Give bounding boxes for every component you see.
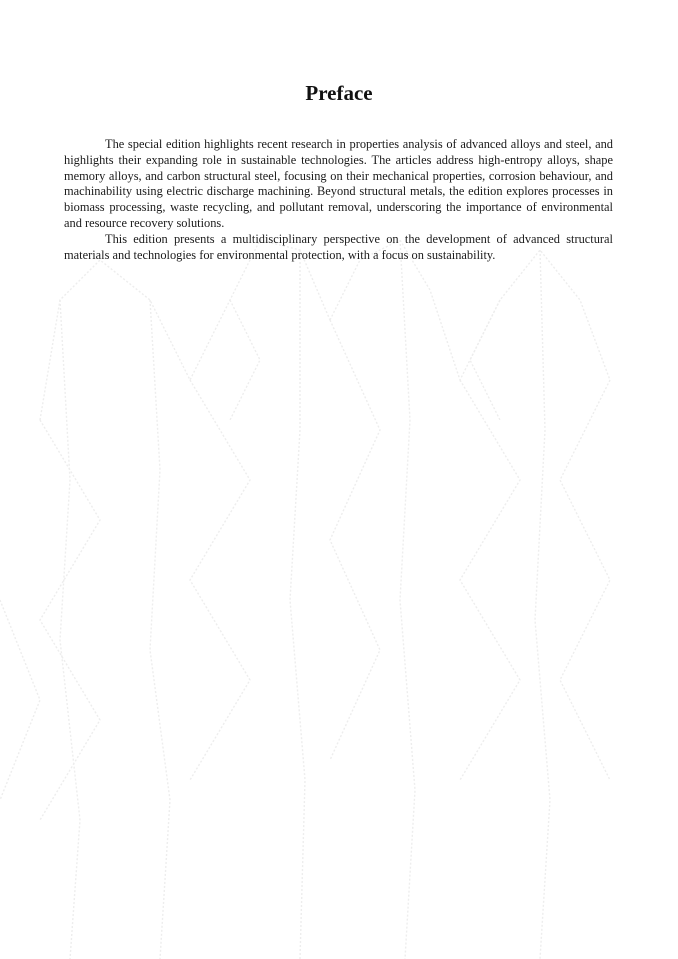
preface-body <box>64 137 613 263</box>
paragraph: The special edition highlights recent research in properties analysis of advanced alloys and steel, and highlights their expanding role in sustainable technologies. The articles address high-entropy alloys, shape memory alloys, and carbon structural steel, focusing on their mechanical properties, corrosion behaviour, and machinability using electric discharge machining. Beyond structural metals, the edition explores processes in biomass processing, waste recycling, and pollutant removal, underscoring the importance of environmental and resource recovery solutions. <box>64 137 613 230</box>
paragraph: This edition presents a multidisciplinary perspective on the development of advanced structural materials and technologies for environmental protection, with a focus on sustainability. <box>64 231 613 262</box>
page-title: Preface <box>305 81 373 105</box>
